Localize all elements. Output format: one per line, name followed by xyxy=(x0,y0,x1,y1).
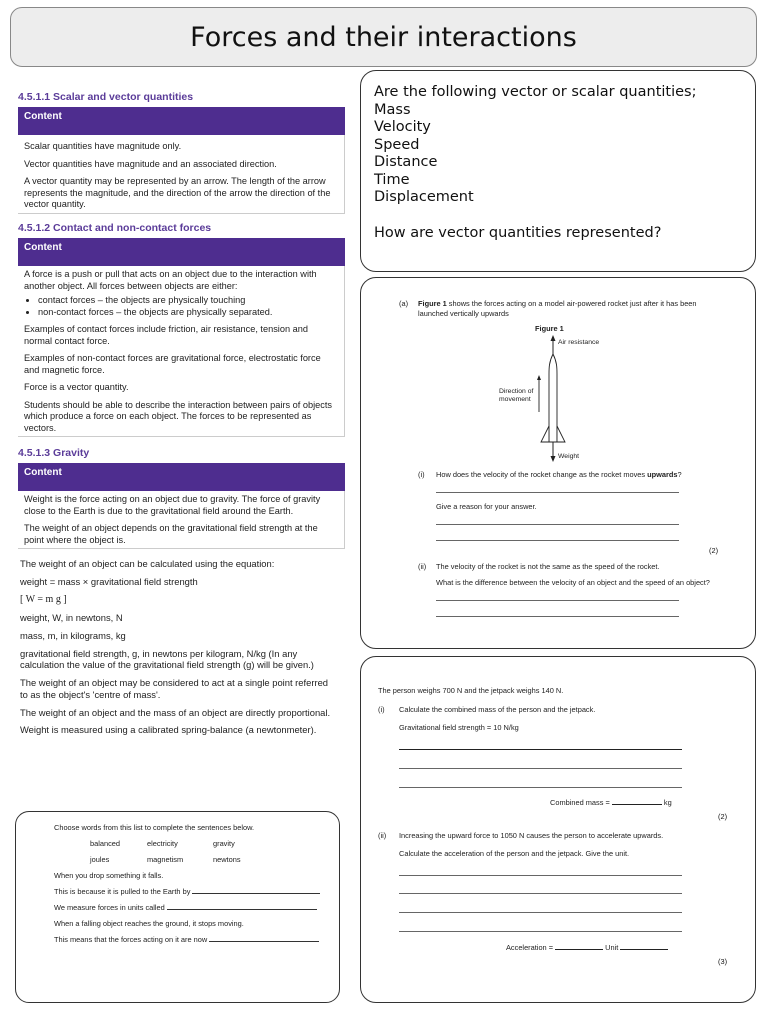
answer-line[interactable] xyxy=(399,931,682,932)
jetpack-question-i: Calculate the combined mass of the person and the jetpack. xyxy=(399,705,596,714)
list-item: • contact forces – the objects are physically touching xyxy=(38,295,338,307)
answer-line[interactable] xyxy=(399,749,682,750)
question-number: (i) xyxy=(378,705,385,714)
marks: (3) xyxy=(718,957,728,966)
sentence: When you drop something it falls. xyxy=(54,871,164,880)
paragraph: Examples of non-contact forces are gravitational force, electrostatic force and magnetic force. xyxy=(24,353,321,375)
sentence-text: This is because it is pulled to the Earth by xyxy=(54,887,191,896)
section-body xyxy=(18,135,345,214)
direction-arrowhead xyxy=(537,375,541,380)
section-heading: 4.5.1.3 Gravity xyxy=(18,447,90,459)
paragraph: Vector quantities have magnitude and an associated direction. xyxy=(24,158,277,169)
direction-label-line: movement xyxy=(499,395,531,403)
word-option: gravity xyxy=(213,839,235,848)
page-title: Forces and their interactions xyxy=(10,7,757,67)
list-item: • non-contact forces – the objects are physically separated. xyxy=(38,307,338,319)
quantity-time: Time xyxy=(374,171,410,188)
rocket-intro xyxy=(418,299,718,318)
rocket-question-i xyxy=(436,470,682,479)
sentence: When a falling object reaches the ground, it stops moving. xyxy=(54,919,244,928)
question-end: ? xyxy=(677,470,682,479)
paragraph: The weight of an object can be calculated using the equation: xyxy=(20,558,275,569)
gravity-equation-text xyxy=(20,558,338,742)
content-band: Content xyxy=(18,463,345,491)
rocket-fin-right xyxy=(557,426,565,442)
question-number: (i) xyxy=(418,470,425,479)
acceleration-label: Acceleration = xyxy=(506,943,556,952)
question-number: (ii) xyxy=(378,831,387,840)
quantity-mass: Mass xyxy=(374,101,411,118)
question-number: (ii) xyxy=(418,562,427,571)
section-body xyxy=(18,266,345,437)
section-body xyxy=(18,491,345,549)
paragraph: The weight of an object may be considered to act at a single point referred to as the object's 'centre of mass'. xyxy=(20,677,328,700)
unit-kg: kg xyxy=(661,798,672,807)
figure-ref: Figure 1 xyxy=(418,299,447,308)
answer-line[interactable] xyxy=(399,768,682,769)
quantity-distance: Distance xyxy=(374,154,438,170)
acceleration-answer xyxy=(506,943,668,952)
weight-label: Weight xyxy=(558,453,580,460)
paragraph: A vector quantity may be represented by an arrow. The length of the arrow represents the magnitude, and the direction of the arrow the direction of the vector quantity. xyxy=(24,176,331,209)
word-option: electricity xyxy=(147,839,178,848)
sentence-with-blank xyxy=(54,887,324,896)
answer-line[interactable] xyxy=(436,524,679,525)
question-text: How does the velocity of the rocket change as the rocket moves xyxy=(436,470,648,479)
paragraph: Examples of contact forces include friction, air resistance, tension and normal contact force. xyxy=(24,324,308,346)
marks: (2) xyxy=(709,546,719,555)
jetpack-question-box xyxy=(360,656,756,1003)
paragraph: Weight is measured using a calibrated spring-balance (a newtonmeter). xyxy=(20,724,317,736)
answer-line[interactable] xyxy=(436,492,679,493)
part-label: (a) xyxy=(399,299,409,308)
intro-text: shows the forces acting on a model air-powered rocket just after it has been launched vertically upwards xyxy=(418,299,697,318)
answer-line[interactable] xyxy=(399,875,682,876)
paragraph: weight, W, in newtons, N xyxy=(20,612,123,623)
paragraph: Students should be able to describe the interaction between pairs of objects which produce a force on each object. The forces to be represented as vectors. xyxy=(24,399,332,433)
quantity-velocity: Velocity xyxy=(374,119,431,135)
spec-gravity xyxy=(18,447,345,549)
equation: weight = mass × gravitational field strength xyxy=(20,575,198,587)
paragraph: Force is a vector quantity. xyxy=(24,382,129,392)
sentence-text: We measure forces in units called xyxy=(54,903,165,912)
paragraph: mass, m, in kilograms, kg xyxy=(20,629,126,641)
rocket-question-ii: The velocity of the rocket is not the same as the speed of the rocket. xyxy=(436,562,660,571)
combined-mass-answer xyxy=(550,798,672,807)
content-band: Content xyxy=(18,107,345,135)
jetpack-question-ii-2: Calculate the acceleration of the person and the jetpack. Give the unit. xyxy=(399,849,630,858)
word-option: magnetism xyxy=(147,855,184,864)
weight-arrowhead xyxy=(551,456,556,462)
jetpack-question-ii: Increasing the upward force to 1050 N causes the person to accelerate upwards. xyxy=(399,831,664,840)
reason-prompt: Give a reason for your answer. xyxy=(436,502,537,511)
paragraph: The weight of an object depends on the gravitational field strength at the point where the object is. xyxy=(24,523,318,545)
acceleration-blank[interactable] xyxy=(555,949,603,950)
bullet-list xyxy=(24,295,338,318)
rocket-fin-left xyxy=(541,426,549,442)
word-option: joules xyxy=(90,855,110,864)
content-band: Content xyxy=(18,238,345,266)
question-line: Are the following vector or scalar quantities; xyxy=(374,84,697,100)
spec-scalar-vector xyxy=(18,91,345,214)
air-resistance-label: Air resistance xyxy=(558,339,600,346)
marks: (2) xyxy=(718,812,728,821)
combined-mass-label: Combined mass = xyxy=(550,798,612,807)
rocket-question-box xyxy=(360,277,756,649)
answer-blank[interactable] xyxy=(192,893,320,894)
spec-contact-forces xyxy=(18,222,345,437)
answer-line[interactable] xyxy=(399,787,682,788)
air-resistance-arrowhead xyxy=(551,335,556,341)
word-choice-box xyxy=(15,811,340,1003)
quantity-displacement: Displacement xyxy=(374,189,474,205)
jetpack-intro: The person weighs 700 N and the jetpack weighs 140 N. xyxy=(378,686,564,695)
section-heading: 4.5.1.1 Scalar and vector quantities xyxy=(18,91,194,103)
paragraph: A force is a push or pull that acts on an object due to the interaction with another object. All forces between objects are either: xyxy=(24,269,317,291)
direction-label xyxy=(499,388,533,404)
paragraph: gravitational field strength, g, in newtons per kilogram, N/kg (In any calculation the value of the gravitational field strength (g) will be given.) xyxy=(20,647,314,671)
word-choice-instruction: Choose words from this list to complete the sentences below. xyxy=(54,823,255,832)
figure-label: Figure 1 xyxy=(535,324,564,333)
sentence-with-blank xyxy=(54,903,324,912)
answer-line[interactable] xyxy=(436,540,679,541)
equation-symbols: [ W = m g ] xyxy=(20,593,67,605)
direction-label-line: Direction of xyxy=(499,388,534,395)
question-bold-word: upwards xyxy=(647,470,678,479)
sentence-text: This means that the forces acting on it are now xyxy=(54,935,208,944)
sentence-with-blank xyxy=(54,935,329,944)
vector-scalar-question-box xyxy=(360,70,756,272)
answer-line[interactable] xyxy=(399,893,682,894)
section-heading: 4.5.1.2 Contact and non-contact forces xyxy=(18,222,212,234)
word-option: balanced xyxy=(90,839,120,848)
question-text xyxy=(374,84,749,242)
answer-line[interactable] xyxy=(436,600,679,601)
unit-label: Unit xyxy=(603,943,621,952)
answer-line[interactable] xyxy=(436,616,679,617)
paragraph: Scalar quantities have magnitude only. xyxy=(24,141,182,151)
quantity-speed: Speed xyxy=(374,136,420,153)
paragraph: The weight of an object and the mass of an object are directly proportional. xyxy=(20,706,331,718)
answer-blank[interactable] xyxy=(167,909,317,910)
paragraph: Weight is the force acting on an object due to gravity. The force of gravity close to the Earth is due to the gravitational field around the Earth. xyxy=(24,494,321,516)
unit-blank[interactable] xyxy=(620,949,668,950)
answer-blank[interactable] xyxy=(209,941,319,942)
rocket-question-ii-2: What is the difference between the velocity of an object and the speed of an object? xyxy=(436,578,710,587)
word-option: newtons xyxy=(213,855,241,864)
question-line-2: How are vector quantities represented? xyxy=(374,224,662,241)
combined-mass-blank[interactable] xyxy=(612,804,662,805)
gravitational-field-strength: Gravitational field strength = 10 N/kg xyxy=(399,723,519,732)
answer-line[interactable] xyxy=(399,912,682,913)
rocket-body xyxy=(549,354,557,442)
